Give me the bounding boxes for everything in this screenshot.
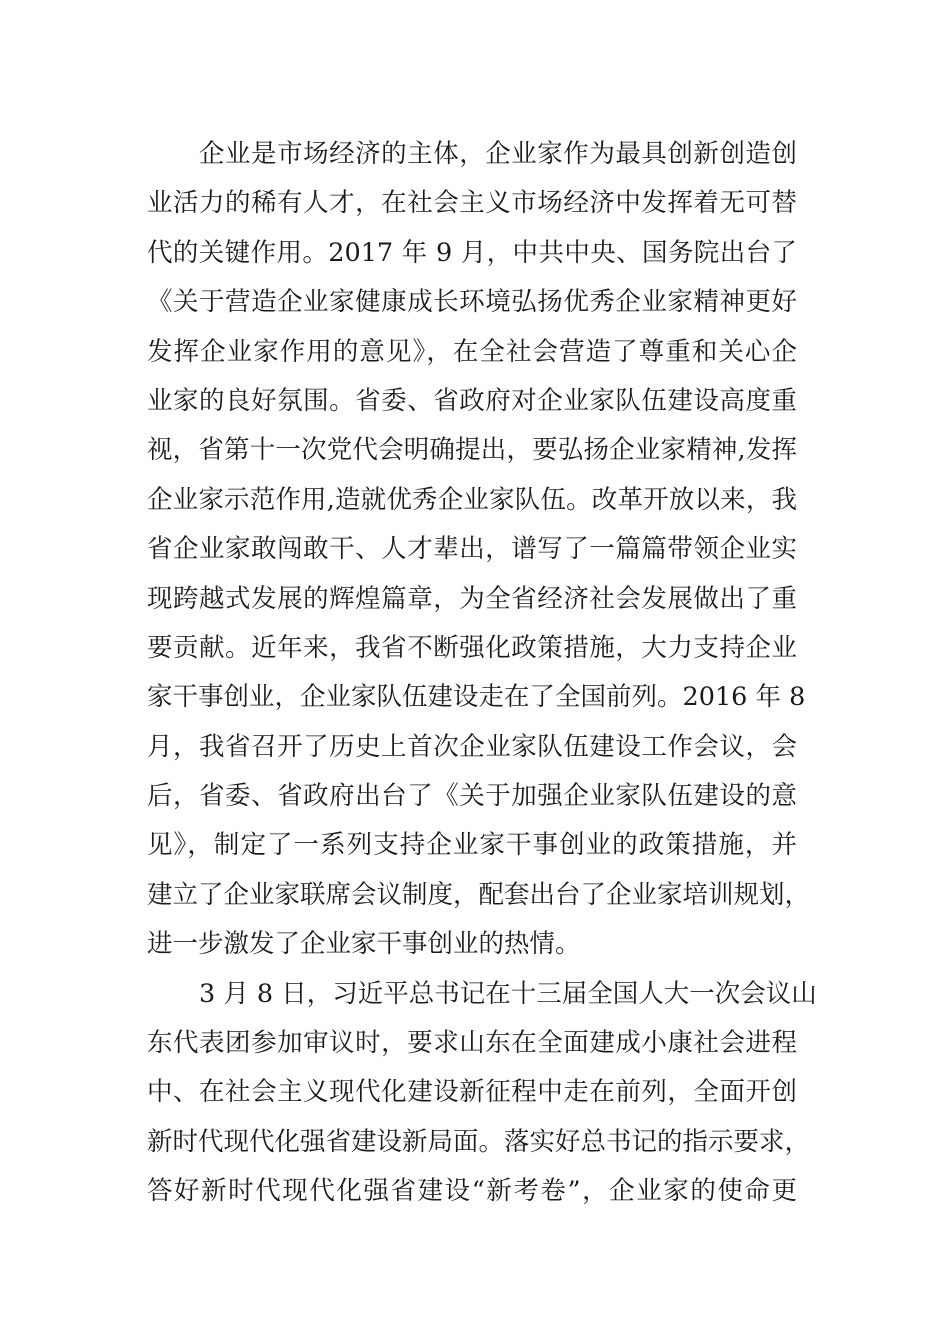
text-line: 答好新时代现代化强省建设“新考卷”，企业家的使命更 — [147, 1176, 797, 1207]
text-line: 视，省第十一次党代会明确提出，要弘扬企业家精神,发挥 — [147, 435, 797, 466]
text-line: 要贡献。近年来，我省不断强化政策措施，大力支持企业 — [147, 632, 797, 663]
paragraph-1 — [147, 130, 811, 970]
text-line: 《关于营造企业家健康成长环境弘扬优秀企业家精神更好 — [147, 287, 797, 318]
document-body — [147, 130, 817, 1217]
text-line: 东代表团参加审议时，要求山东在全面建成小康社会进程 — [147, 1028, 797, 1059]
text-line: 现跨越式发展的辉煌篇章，为全省经济社会发展做出了重 — [147, 583, 797, 614]
text-line: 业活力的稀有人才，在社会主义市场经济中发挥着无可替 — [147, 188, 797, 219]
text-line: 建立了企业家联席会议制度，配套出台了企业家培训规划， — [147, 879, 811, 910]
text-line: 月，我省召开了历史上首次企业家队伍建设工作会议，会 — [147, 731, 797, 762]
text-line: 后，省委、省政府出台了《关于加强企业家队伍建设的意 — [147, 781, 797, 812]
text-line: 企业是市场经济的主体，企业家作为最具创新创造创 — [199, 139, 797, 169]
text-line: 进一步激发了企业家干事创业的热情。 — [147, 929, 581, 960]
text-line: 3 月 8 日，习近平总书记在十三届全国人大一次会议山 — [199, 978, 817, 1009]
text-line: 家干事创业，企业家队伍建设走在了全国前列。2016 年 8 — [147, 682, 806, 713]
text-line: 新时代现代化强省建设新局面。落实好总书记的指示要求， — [147, 1126, 811, 1157]
text-line: 省企业家敢闯敢干、人才辈出，谱写了一篇篇带领企业实 — [147, 534, 797, 565]
text-line: 发挥企业家作用的意见》，在全社会营造了尊重和关心企 — [147, 336, 797, 367]
paragraph-2 — [147, 970, 817, 1217]
text-line: 中、在社会主义现代化建设新征程中走在前列，全面开创 — [147, 1077, 797, 1108]
text-line: 代的关键作用。2017 年 9 月，中共中央、国务院出台了 — [147, 237, 797, 268]
text-line: 业家的良好氛围。省委、省政府对企业家队伍建设高度重 — [147, 385, 797, 416]
text-line: 见》，制定了一系列支持企业家干事创业的政策措施，并 — [147, 830, 797, 861]
text-line: 企业家示范作用,造就优秀企业家队伍。改革开放以来，我 — [147, 484, 797, 515]
